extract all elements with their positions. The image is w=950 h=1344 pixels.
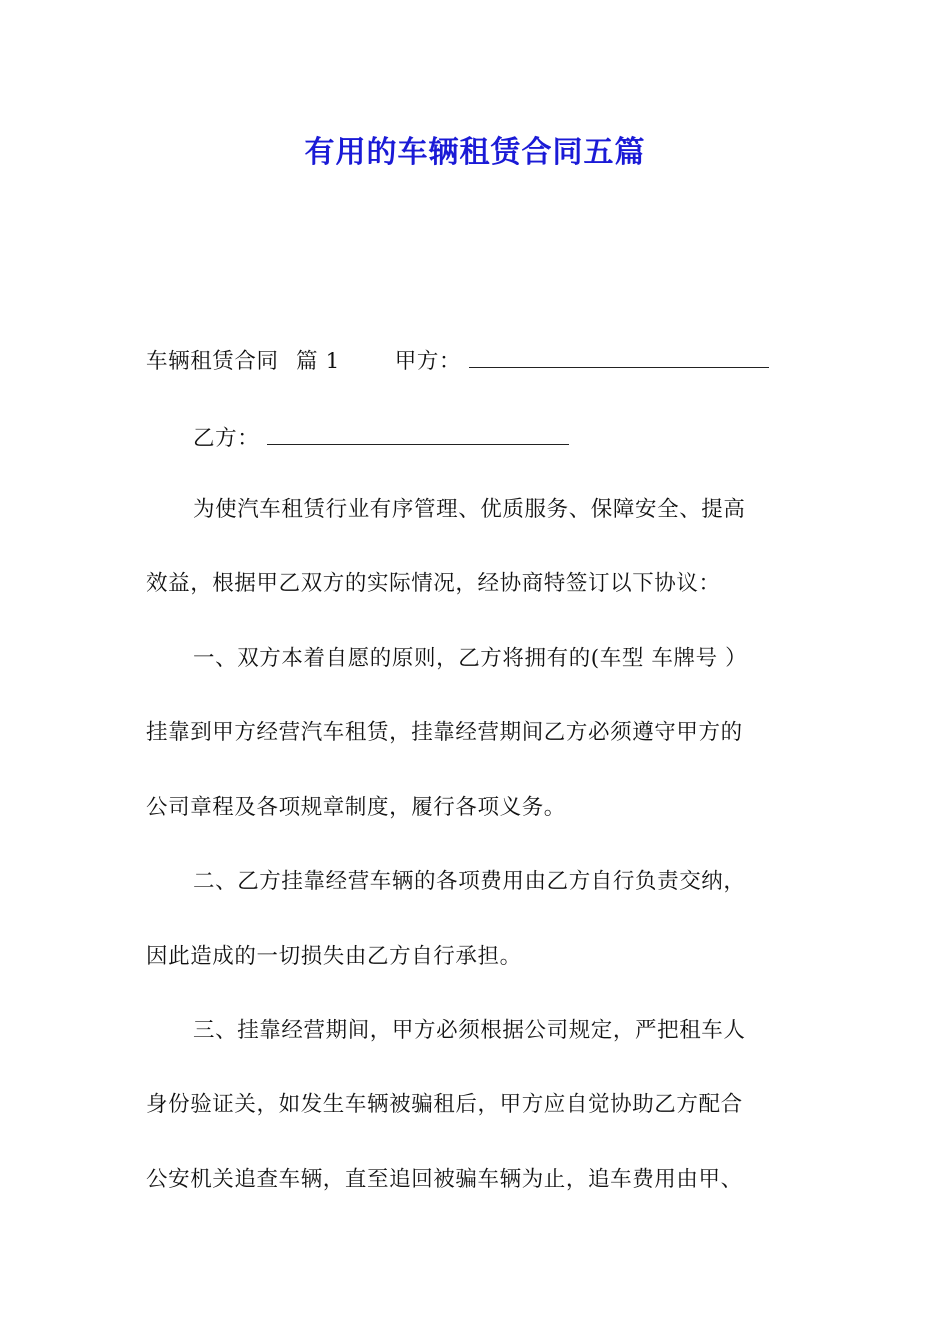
contract-label: 车辆租赁合同 bbox=[146, 349, 279, 374]
paragraph-line: 因此造成的一切损失由乙方自行承担。 bbox=[146, 944, 522, 969]
paragraph-line: 公司章程及各项规章制度，履行各项义务。 bbox=[146, 795, 566, 820]
paragraph-line: 一、双方本着自愿的原则，乙方将拥有的(车型 车牌号 ） bbox=[193, 646, 748, 671]
paragraph-line: 为使汽车租赁行业有序管理、优质服务、保障安全、提高 bbox=[193, 497, 746, 522]
paragraph-line: 公安机关追查车辆，直至追回被骗车辆为止，追车费用由甲、 bbox=[146, 1167, 743, 1192]
paragraph-line: 二、乙方挂靠经营车辆的各项费用由乙方自行负责交纳， bbox=[193, 869, 746, 894]
party-b-blank bbox=[267, 420, 569, 445]
paragraph-line: 效益，根据甲乙双方的实际情况，经协商特签订以下协议： bbox=[146, 571, 721, 596]
paragraph-line: 身份验证关，如发生车辆被骗租后，甲方应自觉协助乙方配合 bbox=[146, 1092, 743, 1117]
paragraph-line: 三、挂靠经营期间，甲方必须根据公司规定，严把租车人 bbox=[193, 1018, 746, 1043]
document-title: 有用的车辆租赁合同五篇 bbox=[304, 135, 646, 170]
party-a-label: 甲方： bbox=[394, 349, 462, 374]
header-line bbox=[146, 343, 816, 378]
paragraph-line: 挂靠到甲方经营汽车租赁，挂靠经营期间乙方必须遵守甲方的 bbox=[146, 720, 743, 745]
party-b-line bbox=[193, 420, 813, 455]
party-a-blank bbox=[469, 343, 769, 368]
section-label: 篇 1 bbox=[296, 349, 340, 374]
party-b-label: 乙方： bbox=[193, 426, 260, 451]
